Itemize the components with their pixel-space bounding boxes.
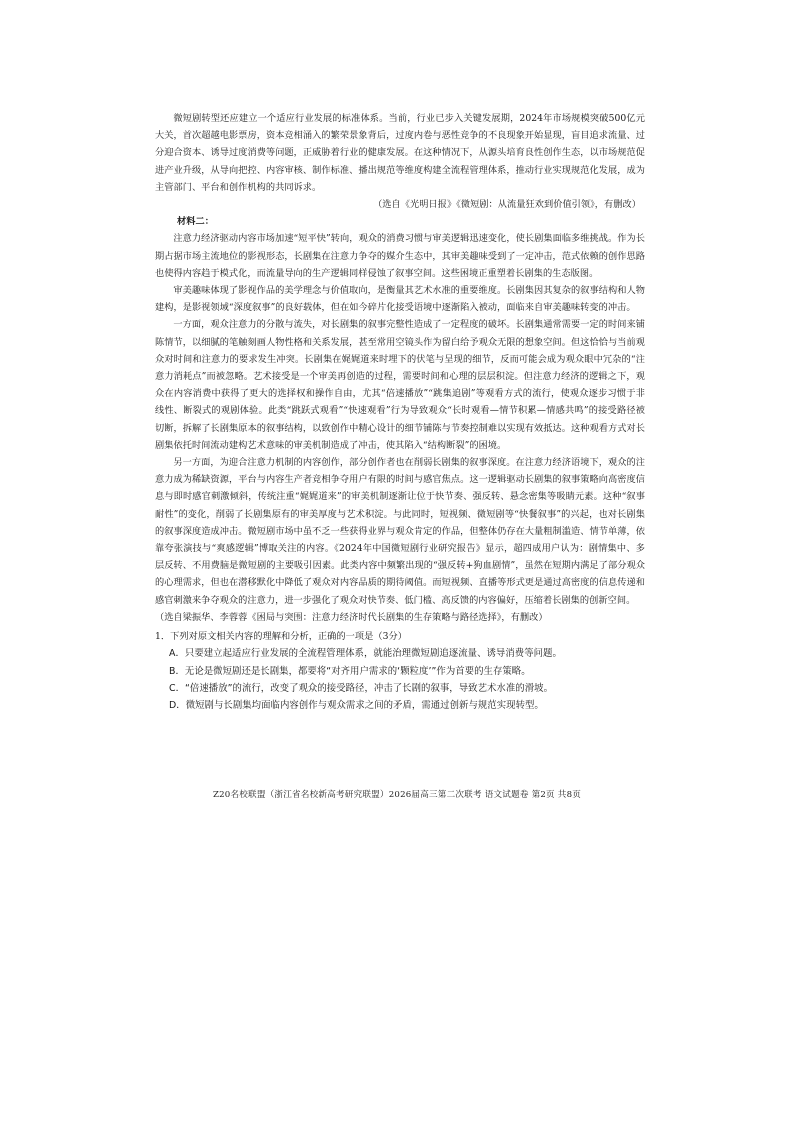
material2-paragraph-4: 另一方面，为迎合注意力机制的内容创作，部分创作者也在削弱长剧集的叙事深度。在注意力经济语境下，观众的注意力成为稀缺资源，平台与内容生产者竞相争夺用户有限的时间与感官焦点。这一逻辑驱动长剧集的叙事策略向高密度信息与即时感官刺激倾斜，传统注重“娓娓道来”的审美机制逐渐让位于快节奏、强反转、悬念密集等吸睛元素。这种“叙事耐性”的变化，削弱了长剧集原有的审美厚度与艺术积淀。与此同时，短视频、微短剧等“快餐叙事”的兴起，也对长剧集的叙事深度造成冲击。微短剧市场中虽不乏一些获得业界与观众肯定的作品，但整体仍存在大量粗制滥造、情节单薄，依靠夸张演技与“爽感逻辑”博取关注的内容。《2024年中国微短剧行业研究报告》显示，超四成用户认为：剧情集中、多层反转、不用费脑是微短剧的主要吸引因素。此类内容中频繁出现的“强反转+狗血剧情”，虽然在短期内满足了部分观众的心理需求，但也在潜移默化中降低了观众对内容品质的期待阈值。而短视频、直播等形式更是通过高密度的信息传递和感官刺激来争夺观众的注意力，进一步强化了观众对快节奏、低门槛、高反馈的内容偏好，压缩着长剧集的创新空间。 [155,457,645,606]
question-1-option-c: C．“倍速播放”的流行，改变了观众的接受路径，冲击了长剧的叙事，导致艺术水准的滑坡。 [169,682,553,694]
material2-paragraph-3: 一方面，观众注意力的分散与流失，对长剧集的叙事完整性造成了一定程度的破坏。长剧集通常需要一定的时间来铺陈情节，以细腻的笔触刻画人物性格和关系发展，甚至常用空镜头作为留白给予观众无限的想象空间。但这恰恰与当前观众对时间和注意力的要求发生冲突。长剧集在娓娓道来时埋下的伏笔与呈现的细节，反而可能会成为观众眼中冗杂的“注意力消耗点”而被忽略。艺术接受是一个审美再创造的过程，需要时间和心理的层层积淀。但注意力经济的逻辑之下，观众在内容消费中获得了更大的选择权和操作自由，尤其“倍速播放”“跳集追剧”等观看方式的流行，使观众逐步习惯于非线性、断裂式的观剧体验。此类“跳跃式观看”“快速观看”行为导致观众“长时观看—情节积累—情感共鸣”的接受路径被切断，拆解了长剧集原本的叙事结构，以致创作中精心设计的细节铺陈与节奏控制难以实现有效抵达。这种观看方式对长剧集依托时间流动建构艺术意味的审美机制造成了冲击，使其陷入“结构断裂”的困境。 [155,319,645,451]
question-1-option-d: D．微短剧与长剧集均面临内容创作与观众需求之间的矛盾，需通过创新与规范实现转型。 [169,699,544,711]
material2-paragraph-1: 注意力经济驱动内容市场加速“短平快”转向，观众的消费习惯与审美逻辑迅速变化，使长剧集面临多维挑战。作为长期占据市场主流地位的影视形态，长剧集在注意力争夺的媒介生态中，其审美趣味受到了一定冲击，范式依赖的创作思路也使得内容趋于模式化，而流量导向的生产逻辑同样侵蚀了叙事空间。这些困境正重塑着长剧集的生态版图。 [155,233,645,279]
material2-paragraph-2: 审美趣味体现了影视作品的美学理念与价值取向，是衡量其艺术水准的重要维度。长剧集因其复杂的叙事结构和人物建构，是影视领域“深度叙事”的良好载体，但在如今碎片化接受语境中逐渐陷入被动，面临来自审美趣味转变的冲击。 [155,285,645,314]
page-footer: Z20名校联盟（浙江省名校新高考研究联盟）2026届高三第二次联考 语文试题卷 第2页 共8页 [212,790,582,800]
question-1-stem: 1．下列对原文相关内容的理解和分析，正确的一项是（3分） [155,631,407,643]
material1-source: （选自《光明日报》《微短剧：从流量狂欢到价值引领》，有删改） [373,199,641,211]
question-1-options [155,645,645,714]
material2-source: （选自梁振华、李蓉蓉《困局与突围：注意力经济时代长剧集的生存策略与路径选择》，有删改） [155,611,548,623]
material2-heading: 材料二： [177,216,214,228]
question-1-option-a: A．只要建立起适应行业发展的全流程管理体系，就能治理微短剧追逐流量、诱导消费等问题。 [169,648,562,660]
material1-closing-paragraph: 微短剧转型还应建立一个适应行业发展的标准体系。当前，行业已步入关键发展期，2024年市场规模突破500亿元大关，首次超越电影票房，资本竞相涌入的繁荣景象背后，过度内卷与恶性竞争的不良现象开始显现，盲目追求流量、过分迎合资本、诱导过度消费等问题，正威胁着行业的健康发展。在这种情况下，从源头培育良性创作生态，以市场规范促进产业升级，从导向把控、内容审核、制作标准、播出规范等维度构建全流程管理体系，推动行业实现规范化发展，成为主管部门、平台和创作机构的共同诉求。 [155,113,645,193]
question-1-option-b: B．无论是微短剧还是长剧集，都要将“对齐用户需求的‘颗粒度’”作为首要的生存策略。 [169,665,531,677]
exam-page-content [155,110,645,714]
